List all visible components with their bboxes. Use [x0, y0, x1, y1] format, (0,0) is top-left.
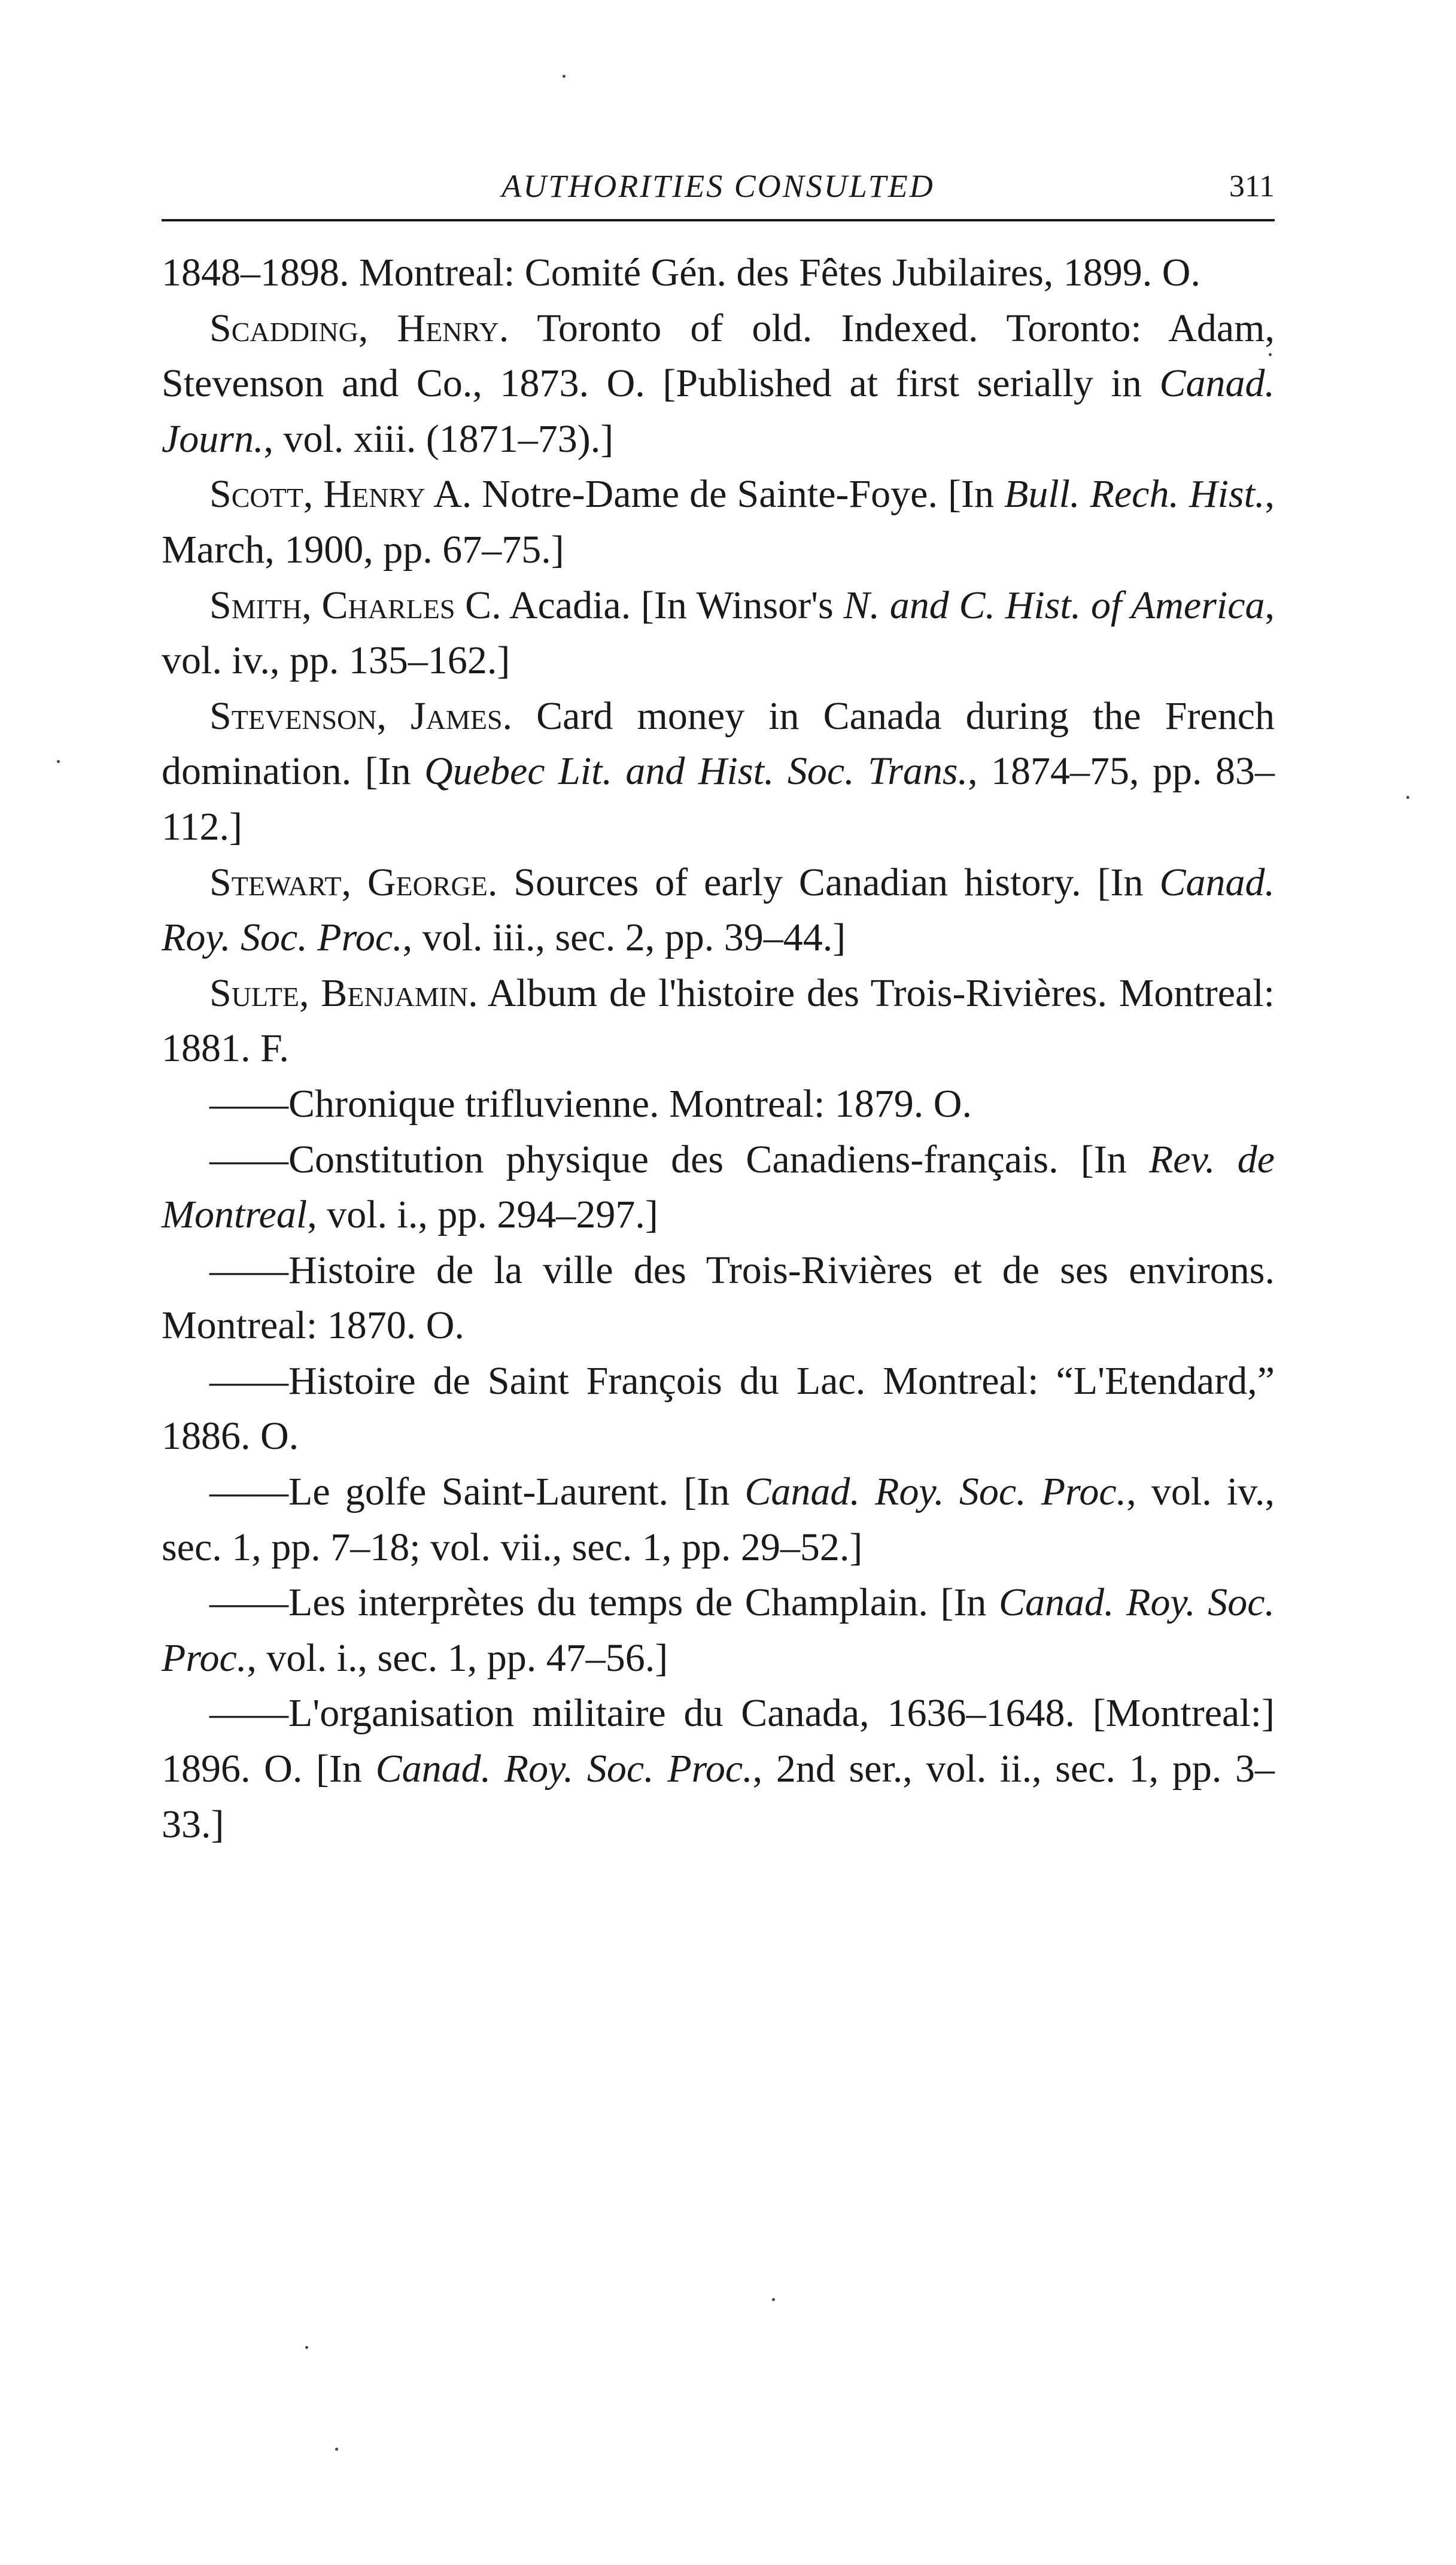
author-name: Scadding, Henry. [209, 306, 509, 350]
entry-text: ——Constitution physique des Canadiens-français. [In [209, 1137, 1149, 1181]
scan-speck [1269, 353, 1272, 356]
entry-text: Toronto of old. Indexed. Toronto: Adam, Stevenson and Co., 1873. O. [Published at first serially in [162, 306, 1275, 406]
publication-title: Canad. Roy. Soc. Proc. [162, 860, 1275, 960]
entry-text: , vol. iii., sec. 2, pp. 39–44.] [402, 916, 846, 960]
bibliography-entry [162, 1575, 1275, 1686]
author-name: Sulte, Benjamin. [209, 971, 478, 1015]
page-number: 311 [1229, 169, 1275, 203]
book-page [162, 162, 1275, 1852]
bibliography-list [162, 245, 1275, 1852]
publication-title: Canad. Roy. Soc. Proc. [744, 1470, 1127, 1514]
bibliography-entry [162, 1686, 1275, 1852]
entry-text: ——Le golfe Saint-Laurent. [In [209, 1470, 745, 1514]
entry-text: Album de l'histoire des Trois-Rivières. Montreal: 1881. F. [162, 971, 1275, 1071]
publication-title: Canad. Roy. Soc. Proc. [162, 1581, 1275, 1680]
entry-text: Acadia. [In Winsor's [501, 583, 844, 627]
bibliography-entry [162, 245, 1275, 301]
running-title: AUTHORITIES CONSULTED [501, 168, 935, 204]
publication-title: Rev. de Montreal [162, 1137, 1275, 1237]
publication-title: Canad. Journ. [162, 361, 1275, 461]
entry-text: , 1874–75, pp. 83–112.] [162, 749, 1275, 849]
author-name: Stevenson, James. [209, 694, 513, 738]
entry-text: , March, 1900, pp. 67–75.] [162, 472, 1275, 572]
entry-text: 1848–1898. Montreal: Comité Gén. des Fêtes Jubilaires, 1899. O. [162, 251, 1200, 294]
author-name: Stewart, George. [209, 860, 498, 904]
bibliography-entry [162, 467, 1275, 578]
scan-speck [57, 760, 60, 763]
scan-speck [1406, 796, 1409, 799]
publication-title: Quebec Lit. and Hist. Soc. Trans. [424, 749, 968, 794]
scan-speck [335, 2448, 338, 2451]
entry-text: , vol. i., sec. 1, pp. 47–56.] [247, 1636, 668, 1680]
entry-text: , vol. iv., pp. 135–162.] [162, 583, 1275, 683]
publication-title: N. and C. Hist. of America [843, 583, 1265, 627]
bibliography-entry [162, 689, 1275, 855]
bibliography-entry [162, 966, 1275, 1077]
entry-text: , 2nd ser., vol. ii., sec. 1, pp. 3–33.] [162, 1747, 1275, 1846]
entry-text: Sources of early Canadian history. [In [497, 860, 1160, 904]
bibliography-entry [162, 855, 1275, 966]
entry-text: , vol. iv., sec. 1, pp. 7–18; vol. vii., sec. 1, pp. 29–52.] [162, 1470, 1275, 1569]
author-name: Scott, Henry A. [209, 472, 472, 516]
bibliography-entry [162, 578, 1275, 689]
entry-text: ——Histoire de Saint François du Lac. Montreal: “L'Etendard,” 1886. O. [162, 1359, 1275, 1458]
entry-text: ——Chronique trifluvienne. Montreal: 1879. O. [209, 1081, 972, 1126]
scan-speck [772, 2298, 775, 2301]
bibliography-entry [162, 1243, 1275, 1354]
entry-text: , vol. i., pp. 294–297.] [307, 1193, 658, 1237]
bibliography-entry [162, 1132, 1275, 1243]
running-head [162, 162, 1275, 215]
author-name: Smith, Charles C. [209, 583, 501, 627]
entry-text: Notre-Dame de Sainte-Foye. [In [472, 472, 1005, 516]
header-rule [162, 219, 1275, 221]
publication-title: Bull. Rech. Hist. [1004, 472, 1265, 516]
bibliography-entry [162, 1464, 1275, 1575]
bibliography-entry [162, 1077, 1275, 1132]
bibliography-entry [162, 301, 1275, 467]
entry-text: ——L'organisation militaire du Canada, 1636–1648. [Montreal:] 1896. O. [In [162, 1691, 1275, 1791]
entry-text: , vol. xiii. (1871–73).] [263, 417, 614, 461]
entry-text: Card money in Canada during the French domination. [In [162, 694, 1275, 794]
scan-speck [305, 2346, 308, 2349]
scan-speck [563, 75, 566, 78]
bibliography-entry [162, 1354, 1275, 1464]
entry-text: ——Histoire de la ville des Trois-Rivières et de ses environs. Montreal: 1870. O. [162, 1248, 1275, 1348]
entry-text: ——Les interprètes du temps de Champlain. [In [209, 1581, 999, 1625]
publication-title: Canad. Roy. Soc. Proc. [375, 1747, 753, 1791]
